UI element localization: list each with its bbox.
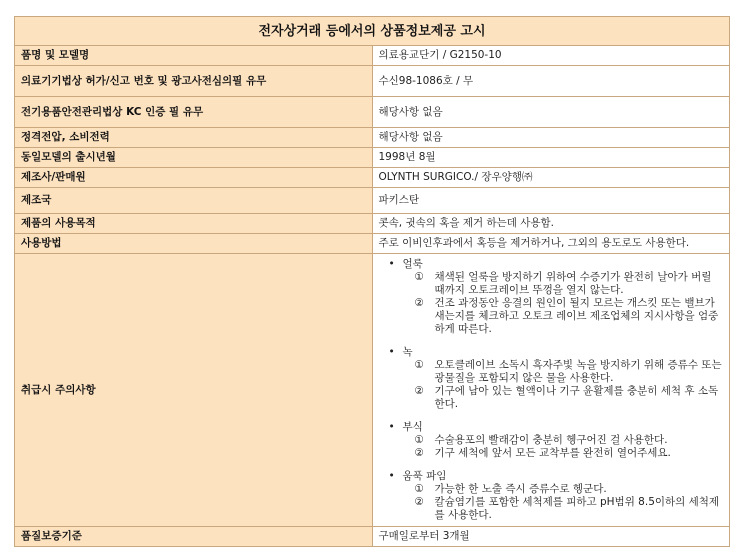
- list-item: [415, 359, 724, 385]
- item-number: ②: [414, 297, 424, 309]
- section-title: 얼룩: [402, 258, 423, 270]
- table-row: [15, 97, 730, 128]
- row-label: 정격전압, 소비전력: [15, 128, 373, 148]
- list-item: [415, 483, 724, 496]
- table-row: [15, 234, 730, 254]
- row-label: 동일모델의 출시년월: [15, 148, 373, 168]
- table-row: [15, 128, 730, 148]
- item-number: ②: [414, 496, 424, 508]
- section-title: 움푹 파임: [402, 470, 447, 482]
- row-label: 의료기기법상 허가/신고 번호 및 광고사전심의필 유무: [15, 66, 373, 97]
- item-text: 채색된 얼룩을 방지하기 위하여 수증기가 완전히 날아가 버릴 때까지 오토크레이브 뚜껑을 열지 않는다.: [434, 271, 712, 296]
- precautions-content: [372, 254, 730, 527]
- row-label: 제품의 사용목적: [15, 214, 373, 234]
- item-number: ②: [414, 447, 424, 459]
- list-item: [415, 434, 724, 447]
- table-row: [15, 527, 730, 547]
- precaution-section: [389, 421, 724, 460]
- precautions-row: [15, 254, 730, 527]
- row-label: 품질보증기준: [15, 527, 373, 547]
- list-item: [415, 271, 724, 297]
- item-text: 오토클레이브 소독시 흑자주빛 녹을 방지하기 위해 증류수 또는 광물질을 포함되지 않은 물을 사용한다.: [434, 359, 722, 384]
- row-value: 1998년 8월: [372, 148, 730, 168]
- row-value: 해당사항 없음: [372, 128, 730, 148]
- section-title: 녹: [402, 346, 413, 358]
- list-item: [415, 297, 724, 336]
- row-value: 해당사항 없음: [372, 97, 730, 128]
- precaution-section: [389, 470, 724, 522]
- table-row: [15, 188, 730, 214]
- table-row: [15, 214, 730, 234]
- row-value: 의료용교단기 / G2150-10: [372, 46, 730, 66]
- row-label: 품명 및 모델명: [15, 46, 373, 66]
- item-text: 칼슘염기를 포함한 세척제를 피하고 pH범위 8.5이하의 세척제를 사용한다.: [434, 496, 720, 521]
- row-value: 주로 이비인후과에서 혹등을 제거하거나, 그외의 용도로도 사용한다.: [372, 234, 730, 254]
- bullet-icon: •: [388, 258, 395, 270]
- notice-title: 전자상거래 등에서의 상품정보제공 고시: [15, 17, 730, 46]
- bullet-icon: •: [388, 421, 395, 433]
- table-row: [15, 46, 730, 66]
- row-value: 파키스탄: [372, 188, 730, 214]
- item-number: ②: [414, 385, 424, 397]
- list-item: [415, 496, 724, 522]
- row-value: 구매일로부터 3개월: [372, 527, 730, 547]
- bullet-icon: •: [388, 470, 395, 482]
- section-title: 부식: [402, 421, 423, 433]
- item-text: 기구에 남아 있는 혈액이나 기구 윤활제를 충분히 세척 후 소독한다.: [434, 385, 719, 410]
- list-item: [415, 385, 724, 411]
- list-item: [415, 447, 724, 460]
- bullet-icon: •: [388, 346, 395, 358]
- item-number: ①: [414, 359, 424, 371]
- item-number: ①: [414, 434, 424, 446]
- precaution-section: [389, 258, 724, 336]
- row-label: 취급시 주의사항: [15, 254, 373, 527]
- item-text: 수술용포의 빨래감이 충분히 헹구어진 걸 사용한다.: [434, 434, 668, 446]
- item-text: 가능한 한 노출 즉시 증류수로 헹군다.: [434, 483, 607, 495]
- row-value: 수신98-1086호 / 무: [372, 66, 730, 97]
- title-row: [15, 17, 730, 46]
- row-label: 전기용품안전관리법상 KC 인증 필 유무: [15, 97, 373, 128]
- table-row: [15, 168, 730, 188]
- product-info-notice: [14, 16, 730, 547]
- row-value: 콧속, 귓속의 혹을 제거 하는데 사용함.: [372, 214, 730, 234]
- item-text: 기구 세척에 앞서 모든 교착부를 완전히 열어주세요.: [434, 447, 671, 459]
- item-number: ①: [414, 271, 424, 283]
- item-number: ①: [414, 483, 424, 495]
- table-row: [15, 148, 730, 168]
- row-value: OLYNTH SURGICO./ 장우양행㈜: [372, 168, 730, 188]
- row-label: 사용방법: [15, 234, 373, 254]
- row-label: 제조사/판매원: [15, 168, 373, 188]
- table-row: [15, 66, 730, 97]
- product-info-table: [14, 16, 730, 547]
- item-text: 건조 과정동안 응결의 원인이 될지 모르는 개스킷 또는 밸브가 새는지를 체크하고 오토크 레이브 제조업체의 지시사항을 엄중하게 따른다.: [434, 297, 719, 335]
- precaution-section: [389, 346, 724, 411]
- row-label: 제조국: [15, 188, 373, 214]
